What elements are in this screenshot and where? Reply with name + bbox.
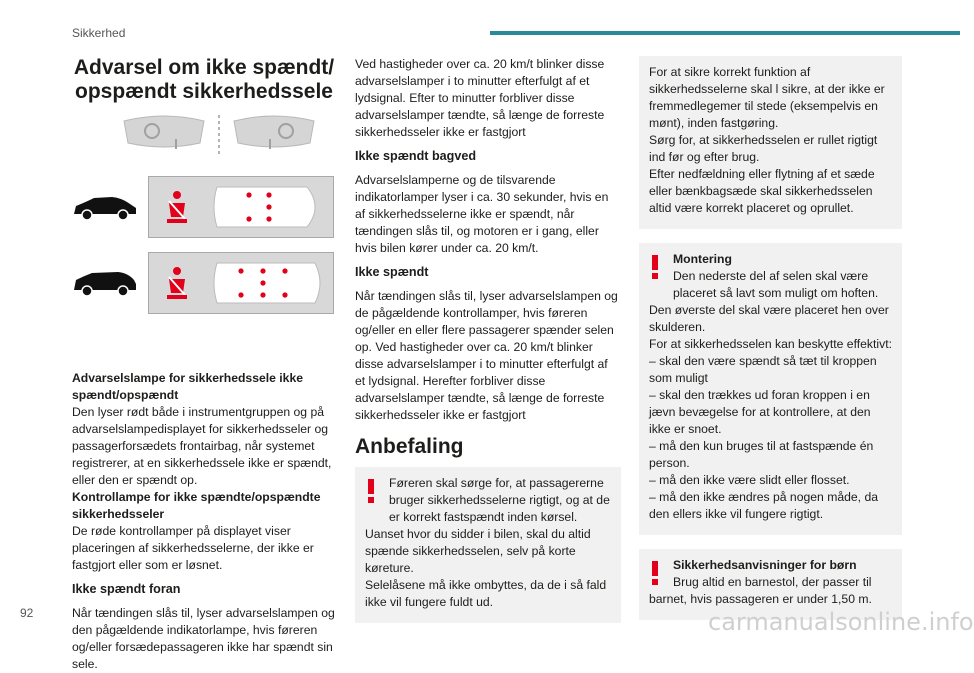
- control-heading: Kontrollampe for ikke spændte/opspændte sikkerhedsseler: [72, 490, 321, 521]
- speed-text: Ved hastigheder over ca. 20 km/t blinker disse advarselslamper i to minutter efterfulgt af et lydsignal. Efter to minutter forbliver disse advarselslamper tændte, så længe de forreste sikkerhedsseler ikke er fastgjort: [355, 57, 605, 139]
- note1-line-2: Sørg for, at sikkerhedsselen er rullet rigtigt ind før og efter brug.: [649, 133, 878, 164]
- watermark: carmanualsonline.info: [708, 608, 974, 636]
- section-label: Sikkerhed: [72, 26, 126, 40]
- seatbelt-warning-panel-2: [148, 252, 334, 314]
- mount-line-3: For at sikkerhedsselen kan beskytte effektivt:: [649, 337, 892, 351]
- child-heading: Sikkerhedsanvisninger for børn: [673, 558, 857, 572]
- unbuckled-text: Når tændingen slås til, lyser advarselslampen og de pågældende kontrollamper, hvis føreren og/eller en eller flere passagerer spænder selen op. Ved hastigheder over ca. 20 km/t blinker disse advarselslamper i to minutter efterfulgt af et lydsignal. Herefter forbliver disse advarselslamper tændte, så længe de forreste sikkerhedsseler ikke er fastgjort: [355, 289, 618, 422]
- warning-exclamation-icon: [651, 255, 659, 279]
- header-accent-bar: [490, 31, 960, 35]
- recommendation-title: Anbefaling: [355, 435, 464, 458]
- child-text: Brug altid en barnestol, der passer til barnet, hvis passageren er under 1,50 m.: [649, 575, 872, 606]
- seatbelt-panel-suv: [72, 176, 336, 238]
- mount-bullet-1: – skal den være spændt så tæt til kroppen som muligt: [649, 354, 877, 385]
- note1-line-1: For at sikre korrekt funktion af sikkerhedsselerne skal l sikre, at der ikke er fremmedlegemer til stede (eksempelvis en mønt), inden fastgøring.: [649, 65, 885, 130]
- warning-exclamation-icon: [367, 479, 375, 503]
- mount-bullet-2: – skal den trækkes ud foran kroppen i en jævn bevægelse for at kontrollere, at den ikke er snoet.: [649, 388, 871, 436]
- note1-line-3: Efter nedfældning eller flytning af et sæde eller bænkbagsæde skal sikkerhedsselen altid være korrekt placeret og oprullet.: [649, 167, 875, 215]
- info-note: [639, 56, 902, 229]
- note-text-1: Føreren skal sørge for, at passagererne bruger sikkerhedsselerne rigtigt, og at de er korrekt fastspændt inden kørsel.: [389, 476, 610, 524]
- note-text-2: Uanset hvor du sidder i bilen, skal du altid spænde sikkerhedsselen, selv på korte køreture.: [365, 527, 591, 575]
- suv-7seat-car-icon: [72, 268, 138, 298]
- column-3: [639, 56, 902, 634]
- seat-layout-7-icon: [207, 255, 327, 311]
- mount-bullet-5: – må den ikke ændres på nogen måde, da den ellers ikke vil fungere rigtigt.: [649, 490, 879, 521]
- column-1: [72, 56, 336, 673]
- lamp-heading: Advarselslampe for sikkerhedssele ikke spændt/opspændt: [72, 371, 304, 402]
- page-number: 92: [20, 606, 34, 620]
- mount-bullet-3: – må den kun bruges til at fastspænde én person.: [649, 439, 874, 470]
- seatbelt-warning-icon: [157, 263, 197, 303]
- mounting-note: [639, 243, 902, 535]
- lamp-text: Den lyser rødt både i instrumentgruppen og på advarselslampedisplayet for sikkerhedsseler og passagerforsædets frontairbag, når systemet registrerer, at en sikkerhedssele ikke er spændt, eller den er spændt op.: [72, 405, 332, 487]
- mount-line-2: Den øverste del skal være placeret hen over skulderen.: [649, 303, 889, 334]
- note-text-3: Selelåsene må ikke ombyttes, da de i så fald ikke vil fungere fuldt ud.: [365, 578, 607, 609]
- divider-dashed-icon: [216, 113, 222, 157]
- front-heading: Ikke spændt foran: [72, 582, 181, 596]
- seatbelt-panel-suv7: [72, 252, 336, 314]
- control-text: De røde kontrollamper på displayet viser placeringen af sikkerhedsselerne, der ikke er fastgjort eller som er løsnet.: [72, 524, 314, 572]
- unbuckled-heading: Ikke spændt: [355, 265, 429, 279]
- seat-layout-icon: [207, 179, 327, 235]
- rear-text: Advarselslamperne og de tilsvarende indikatorlamper lyser i ca. 30 sekunder, hvis en af sikkerhedsselerne ikke er spændt, når tændingen slås til, og motoren er i gang, eller hvis bilen kører under ca. 20 km/t.: [355, 173, 609, 255]
- mount-bullet-4: – må den ikke være slidt eller flosset.: [649, 473, 850, 487]
- mount-line-1a: Den nederste del af selen skal være placeret så lavt som muligt om hoften.: [673, 269, 879, 300]
- rear-heading: Ikke spændt bagved: [355, 149, 477, 163]
- column-2: [355, 56, 621, 637]
- seatbelt-warning-icon: [157, 187, 197, 227]
- section-title: Advarsel om ikke spændt/ opspændt sikkerhedssele: [73, 56, 335, 103]
- seatbelt-warning-panel-1: [148, 176, 334, 238]
- mirror-right-icon: [230, 113, 318, 157]
- mount-heading: Montering: [673, 252, 732, 266]
- mirror-left-icon: [120, 113, 208, 157]
- front-text: Når tændingen slås til, lyser advarselslampen og den pågældende indikatorlampe, hvis føreren og/eller forsædepassageren ikke har spændt sin sele.: [72, 606, 335, 671]
- warning-exclamation-icon: [651, 561, 659, 585]
- suv-car-icon: [72, 192, 138, 222]
- rear-mirror-illustration: [102, 112, 336, 158]
- recommendation-note: [355, 467, 621, 623]
